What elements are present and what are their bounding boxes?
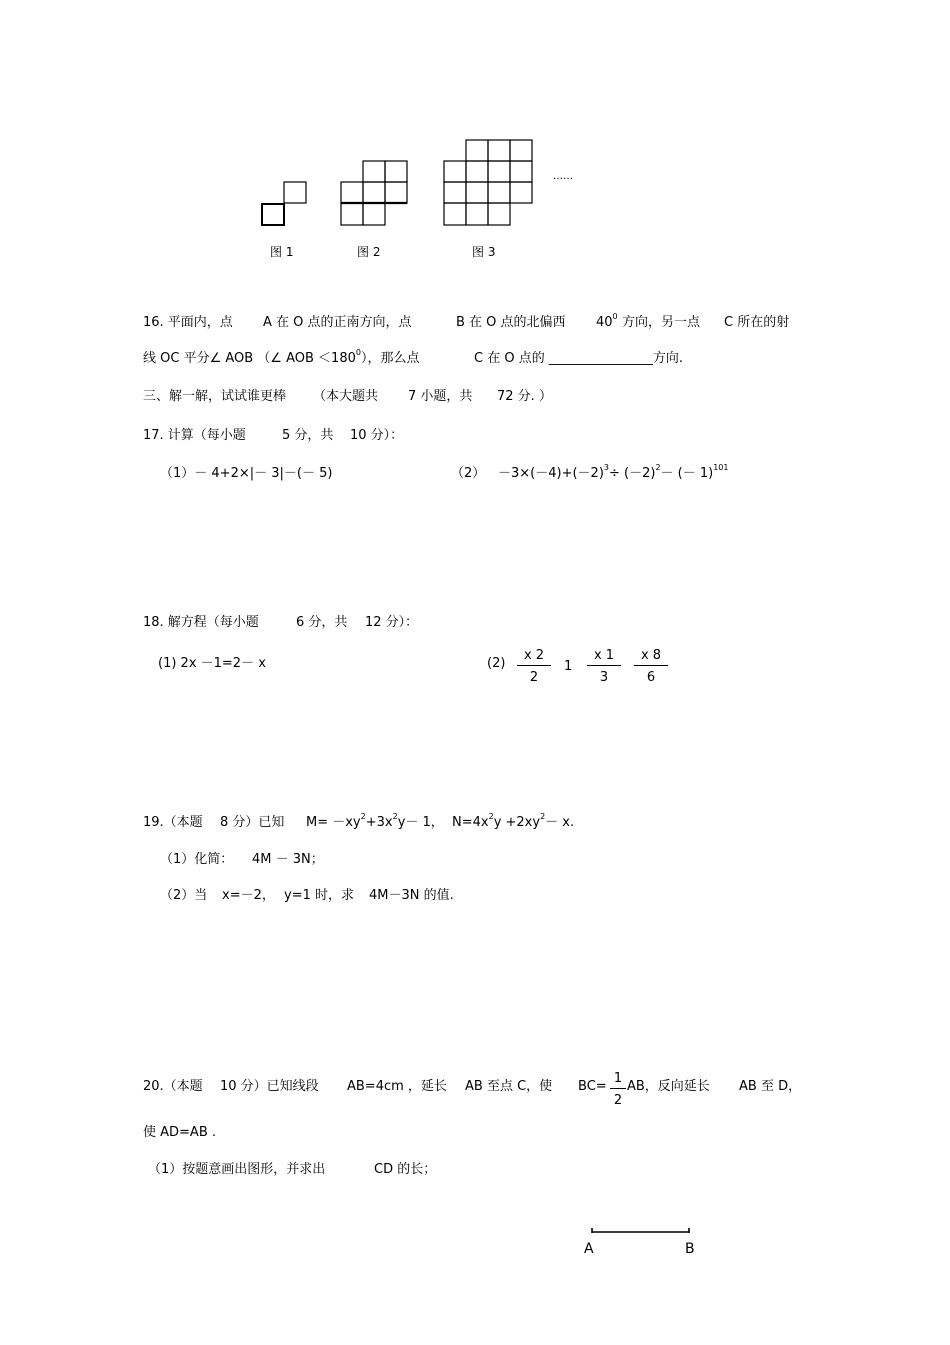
figure-3-label: 图 3 [472, 245, 496, 259]
q20-intro: BC= [578, 1079, 607, 1094]
q19-part-2: x=－2， [222, 888, 275, 903]
q16-answer-blank: C 在 O 点的 ________________方向. [474, 351, 683, 366]
q18-fraction-1: x 2 2 [517, 649, 551, 684]
q20-intro: AB，反向延长 [627, 1079, 710, 1094]
q16-angle: $40^0$ [596, 312, 618, 330]
q17-part-2-expr: $-3\times(-4)+(-2)^3\div (-2)^2-$ (－ 1)$^{101}$ [498, 463, 729, 481]
q20-part-1: CD 的长； [374, 1162, 437, 1177]
q18-part-1: (1) 2x －1=2－ x [158, 656, 266, 671]
q20-intro: 20.（本题 [143, 1079, 203, 1094]
figure-2 [341, 161, 407, 225]
q16-text: 16. 平面内，点 [143, 315, 233, 330]
q18-title: 12 分）： [365, 615, 419, 630]
q18-fraction-2: x 1 3 [587, 649, 621, 684]
q18-part-2-label: (2) [487, 656, 506, 671]
section-info: （本大题共 [313, 389, 379, 404]
q16-text: 方向，另一点 [622, 315, 701, 330]
figure-1-label: 图 1 [270, 245, 294, 259]
q19-part-2: 4M－3N 的值. [369, 888, 454, 903]
q18-title: 18. 解方程（每小题 [143, 615, 259, 630]
section-info: 72 分. ） [497, 389, 552, 404]
q16-text: C 所在的射 [724, 315, 790, 330]
figure-2-label: 图 2 [357, 245, 381, 259]
q20-intro: AB=4cm ，延长 [347, 1079, 447, 1094]
q20-part-1: （1）按题意画出图形，并求出 [148, 1162, 326, 1177]
q19-part-1: （1）化简： [160, 852, 234, 867]
q17-title: 5 分，共 [282, 428, 334, 443]
q19-part-2: y=1 时，求 [284, 888, 354, 903]
q20-fraction-half: 1 2 [610, 1072, 626, 1107]
q16-text: 线 OC 平分∠ AOB （∠ AOB $<180^0$），那么点 [143, 348, 420, 366]
q20-intro: AB 至 D， [739, 1079, 802, 1094]
q19-part-1: 4M － 3N； [252, 852, 324, 867]
point-b-label: B [685, 1241, 695, 1257]
q17-part-2-label: （2） [451, 466, 486, 481]
q19-intro: 8 分）已知 [220, 815, 285, 830]
q18-title: 6 分，共 [296, 615, 348, 630]
q20-intro: AB 至点 C，使 [465, 1079, 553, 1094]
q19-expr-m: $M= -xy^2+3x^2y- 1$， [306, 812, 444, 830]
q17-title: 10 分）： [350, 428, 404, 443]
figure-ellipsis: …… [553, 171, 573, 182]
q16-text: A 在 O 点的正南方向，点 [263, 315, 412, 330]
q18-constant: 1 [564, 659, 573, 674]
section-title: 三、解一解，试试谁更棒 [143, 389, 287, 404]
q20-intro: 10 分）已知线段 [220, 1079, 319, 1094]
point-a-label: A [584, 1241, 594, 1257]
q17-title: 17. 计算（每小题 [143, 428, 246, 443]
section-info: 7 小题，共 [408, 389, 473, 404]
figure-3 [444, 140, 532, 225]
q16-text: B 在 O 点的北偏西 [456, 315, 566, 330]
q19-intro: 19.（本题 [143, 815, 203, 830]
q19-expr-n: $N=4x^2y +2xy^2- x$. [452, 812, 575, 830]
segment-ab [588, 1226, 694, 1238]
q18-fraction-3: x 8 6 [634, 649, 668, 684]
q19-part-2: （2）当 [160, 888, 208, 903]
figure-1 [262, 182, 306, 225]
q17-part-1: （1）－ 4+2×|－ 3|－(－ 5) [160, 466, 333, 481]
q20-intro-line-2: 使 AD=AB . [143, 1125, 217, 1140]
